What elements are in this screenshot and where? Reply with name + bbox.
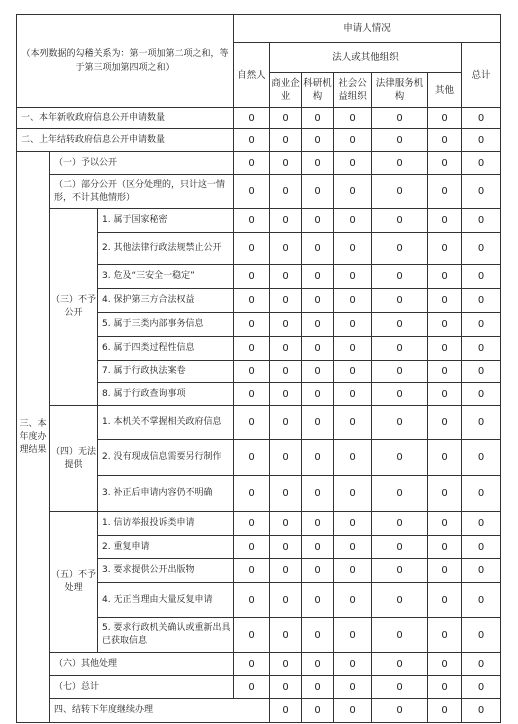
value-cell: 0 xyxy=(302,699,334,723)
value-cell: 0 xyxy=(428,175,462,209)
value-cell: 0 xyxy=(334,440,372,476)
value-cell: 0 xyxy=(334,337,372,361)
value-cell: 0 xyxy=(334,476,372,512)
value-cell: 0 xyxy=(302,653,334,676)
value-cell: 0 xyxy=(234,406,270,440)
legal-service-header: 法律服务机构 xyxy=(372,73,428,108)
row-label: （六）其他处理 xyxy=(50,653,234,676)
value-cell: 0 xyxy=(428,512,462,536)
value-cell: 0 xyxy=(462,618,501,653)
value-cell: 0 xyxy=(462,313,501,337)
value-cell: 0 xyxy=(372,337,428,361)
row-label: 3. 要求提供公开出版物 xyxy=(98,559,234,583)
row-label: 4. 无正当理由大量反复申请 xyxy=(98,583,234,618)
value-cell: 0 xyxy=(334,313,372,337)
value-cell: 0 xyxy=(334,383,372,406)
value-cell: 0 xyxy=(462,476,501,512)
value-cell: 0 xyxy=(270,383,302,406)
other-header: 其他 xyxy=(428,73,462,108)
value-cell: 0 xyxy=(462,512,501,536)
value-cell: 0 xyxy=(234,559,270,583)
row-label: 1. 本机关不掌握相关政府信息 xyxy=(98,406,234,440)
value-cell: 0 xyxy=(334,265,372,289)
value-cell: 0 xyxy=(234,440,270,476)
value-cell: 0 xyxy=(270,129,302,152)
value-cell: 0 xyxy=(234,313,270,337)
value-cell: 0 xyxy=(428,583,462,618)
value-cell: 0 xyxy=(462,440,501,476)
value-cell: 0 xyxy=(462,536,501,559)
value-cell: 0 xyxy=(270,476,302,512)
row-label: 8. 属于行政查询事项 xyxy=(98,383,234,406)
value-cell: 0 xyxy=(334,152,372,175)
value-cell: 0 xyxy=(462,383,501,406)
value-cell: 0 xyxy=(234,108,270,129)
row-label: 2. 没有现成信息需要另行制作 xyxy=(98,440,234,476)
value-cell: 0 xyxy=(334,676,372,699)
value-cell: 0 xyxy=(234,361,270,383)
applicant-situation-header: 申请人情况 xyxy=(234,15,501,43)
value-cell: 0 xyxy=(428,476,462,512)
value-cell: 0 xyxy=(372,289,428,313)
value-cell: 0 xyxy=(372,512,428,536)
row-label: 3. 危及“三安全一稳定” xyxy=(98,265,234,289)
row-label: 1. 属于国家秘密 xyxy=(98,209,234,233)
value-cell: 0 xyxy=(234,129,270,152)
value-cell: 0 xyxy=(372,476,428,512)
value-cell: 0 xyxy=(302,233,334,265)
value-cell: 0 xyxy=(302,676,334,699)
value-cell: 0 xyxy=(428,152,462,175)
value-cell: 0 xyxy=(372,209,428,233)
value-cell: 0 xyxy=(270,175,302,209)
value-cell: 0 xyxy=(270,512,302,536)
value-cell: 0 xyxy=(234,175,270,209)
value-cell: 0 xyxy=(334,108,372,129)
row-label: 四、结转下年度继续办理 xyxy=(50,699,270,723)
value-cell: 0 xyxy=(270,152,302,175)
row-label: 7. 属于行政执法案卷 xyxy=(98,361,234,383)
value-cell: 0 xyxy=(302,129,334,152)
commercial-header: 商业企业 xyxy=(270,73,302,108)
value-cell: 0 xyxy=(462,406,501,440)
value-cell: 0 xyxy=(302,536,334,559)
note-cell: （本列数据的勾稽关系为：第一项加第二项之和，等于第三项加第四项之和） xyxy=(17,15,234,108)
value-cell: 0 xyxy=(270,618,302,653)
value-cell: 0 xyxy=(302,440,334,476)
value-cell: 0 xyxy=(428,559,462,583)
value-cell: 0 xyxy=(270,440,302,476)
value-cell: 0 xyxy=(428,313,462,337)
value-cell: 0 xyxy=(302,337,334,361)
value-cell: 0 xyxy=(234,653,270,676)
value-cell: 0 xyxy=(302,289,334,313)
value-cell: 0 xyxy=(428,653,462,676)
value-cell: 0 xyxy=(270,361,302,383)
value-cell: 0 xyxy=(302,476,334,512)
value-cell: 0 xyxy=(372,559,428,583)
value-cell: 0 xyxy=(462,129,501,152)
group5-label: （五）不予处理 xyxy=(50,512,98,653)
value-cell: 0 xyxy=(270,536,302,559)
value-cell: 0 xyxy=(372,699,428,723)
row-label: 5. 要求行政机关确认或重新出具已获取信息 xyxy=(98,618,234,653)
value-cell: 0 xyxy=(372,361,428,383)
value-cell: 0 xyxy=(334,559,372,583)
value-cell: 0 xyxy=(270,559,302,583)
value-cell: 0 xyxy=(372,383,428,406)
value-cell: 0 xyxy=(334,233,372,265)
value-cell: 0 xyxy=(428,209,462,233)
total-header: 总计 xyxy=(462,43,501,108)
value-cell: 0 xyxy=(372,175,428,209)
value-cell: 0 xyxy=(334,536,372,559)
value-cell: 0 xyxy=(372,313,428,337)
value-cell: 0 xyxy=(462,233,501,265)
value-cell: 0 xyxy=(234,209,270,233)
value-cell: 0 xyxy=(270,313,302,337)
value-cell: 0 xyxy=(428,129,462,152)
value-cell: 0 xyxy=(462,676,501,699)
social-header: 社会公益组织 xyxy=(334,73,372,108)
value-cell: 0 xyxy=(428,337,462,361)
value-cell: 0 xyxy=(462,559,501,583)
value-cell: 0 xyxy=(302,108,334,129)
value-cell: 0 xyxy=(270,653,302,676)
value-cell: 0 xyxy=(302,512,334,536)
value-cell: 0 xyxy=(334,289,372,313)
value-cell: 0 xyxy=(462,289,501,313)
value-cell: 0 xyxy=(372,618,428,653)
value-cell: 0 xyxy=(462,209,501,233)
value-cell: 0 xyxy=(372,265,428,289)
legal-orgs-header: 法人或其他组织 xyxy=(270,43,462,73)
row-label: （二）部分公开（区分处理的，只计这一情形，不计其他情形） xyxy=(50,175,234,209)
section3-label: 三、本年度办理结果 xyxy=(17,152,50,723)
value-cell: 0 xyxy=(234,152,270,175)
value-cell: 0 xyxy=(302,175,334,209)
value-cell: 0 xyxy=(372,583,428,618)
row-label: 6. 属于四类过程性信息 xyxy=(98,337,234,361)
row-label: （七）总计 xyxy=(50,676,234,699)
value-cell: 0 xyxy=(428,440,462,476)
value-cell: 0 xyxy=(462,175,501,209)
value-cell: 0 xyxy=(234,289,270,313)
value-cell: 0 xyxy=(334,653,372,676)
value-cell: 0 xyxy=(462,699,501,723)
value-cell: 0 xyxy=(270,265,302,289)
row-label: 2. 重复申请 xyxy=(98,536,234,559)
disclosure-table xyxy=(16,14,501,723)
value-cell: 0 xyxy=(372,440,428,476)
group4-label: （四）无法提供 xyxy=(50,406,98,512)
value-cell: 0 xyxy=(334,129,372,152)
value-cell: 0 xyxy=(334,699,372,723)
value-cell: 0 xyxy=(428,265,462,289)
value-cell: 0 xyxy=(462,653,501,676)
value-cell: 0 xyxy=(234,676,270,699)
group3-label: （三）不予公开 xyxy=(50,209,98,406)
row-label: 5. 属于三类内部事务信息 xyxy=(98,313,234,337)
value-cell: 0 xyxy=(428,699,462,723)
value-cell: 0 xyxy=(270,676,302,699)
value-cell: 0 xyxy=(270,337,302,361)
value-cell: 0 xyxy=(428,108,462,129)
value-cell: 0 xyxy=(428,676,462,699)
value-cell: 0 xyxy=(334,175,372,209)
row-label: 2. 其他法律行政法规禁止公开 xyxy=(98,233,234,265)
value-cell: 0 xyxy=(302,152,334,175)
value-cell: 0 xyxy=(302,583,334,618)
value-cell: 0 xyxy=(462,361,501,383)
value-cell: 0 xyxy=(302,313,334,337)
value-cell: 0 xyxy=(462,108,501,129)
value-cell: 0 xyxy=(334,512,372,536)
research-header: 科研机构 xyxy=(302,73,334,108)
value-cell: 0 xyxy=(428,233,462,265)
value-cell: 0 xyxy=(234,265,270,289)
value-cell: 0 xyxy=(302,618,334,653)
value-cell: 0 xyxy=(372,536,428,559)
row-label: 1. 信访举报投诉类申请 xyxy=(98,512,234,536)
value-cell: 0 xyxy=(462,152,501,175)
value-cell: 0 xyxy=(234,476,270,512)
value-cell: 0 xyxy=(234,583,270,618)
value-cell: 0 xyxy=(372,406,428,440)
value-cell: 0 xyxy=(302,383,334,406)
value-cell: 0 xyxy=(372,129,428,152)
value-cell: 0 xyxy=(270,233,302,265)
row-label: 3. 补正后申请内容仍不明确 xyxy=(98,476,234,512)
value-cell: 0 xyxy=(372,152,428,175)
row-label: 4. 保护第三方合法权益 xyxy=(98,289,234,313)
value-cell: 0 xyxy=(372,676,428,699)
value-cell: 0 xyxy=(462,265,501,289)
value-cell: 0 xyxy=(428,361,462,383)
value-cell: 0 xyxy=(334,618,372,653)
value-cell: 0 xyxy=(302,209,334,233)
value-cell: 0 xyxy=(234,618,270,653)
value-cell: 0 xyxy=(302,361,334,383)
value-cell: 0 xyxy=(462,337,501,361)
value-cell: 0 xyxy=(302,406,334,440)
value-cell: 0 xyxy=(334,209,372,233)
value-cell: 0 xyxy=(372,108,428,129)
value-cell: 0 xyxy=(372,233,428,265)
value-cell: 0 xyxy=(372,653,428,676)
value-cell: 0 xyxy=(234,337,270,361)
row-label: （一）予以公开 xyxy=(50,152,234,175)
value-cell: 0 xyxy=(302,559,334,583)
value-cell: 0 xyxy=(334,583,372,618)
value-cell: 0 xyxy=(270,583,302,618)
value-cell: 0 xyxy=(270,108,302,129)
value-cell: 0 xyxy=(428,536,462,559)
value-cell: 0 xyxy=(234,383,270,406)
natural-person-header: 自然人 xyxy=(234,43,270,108)
value-cell: 0 xyxy=(428,618,462,653)
row-label: 二、上年结转政府信息公开申请数量 xyxy=(17,129,234,152)
value-cell: 0 xyxy=(234,233,270,265)
value-cell: 0 xyxy=(302,265,334,289)
value-cell: 0 xyxy=(428,406,462,440)
value-cell: 0 xyxy=(270,699,302,723)
value-cell: 0 xyxy=(428,289,462,313)
value-cell: 0 xyxy=(270,209,302,233)
row-label: 一、本年新收政府信息公开申请数量 xyxy=(17,108,234,129)
value-cell: 0 xyxy=(334,361,372,383)
value-cell: 0 xyxy=(270,406,302,440)
value-cell: 0 xyxy=(428,383,462,406)
value-cell: 0 xyxy=(234,512,270,536)
value-cell: 0 xyxy=(462,583,501,618)
value-cell: 0 xyxy=(334,406,372,440)
value-cell: 0 xyxy=(234,536,270,559)
value-cell: 0 xyxy=(270,289,302,313)
